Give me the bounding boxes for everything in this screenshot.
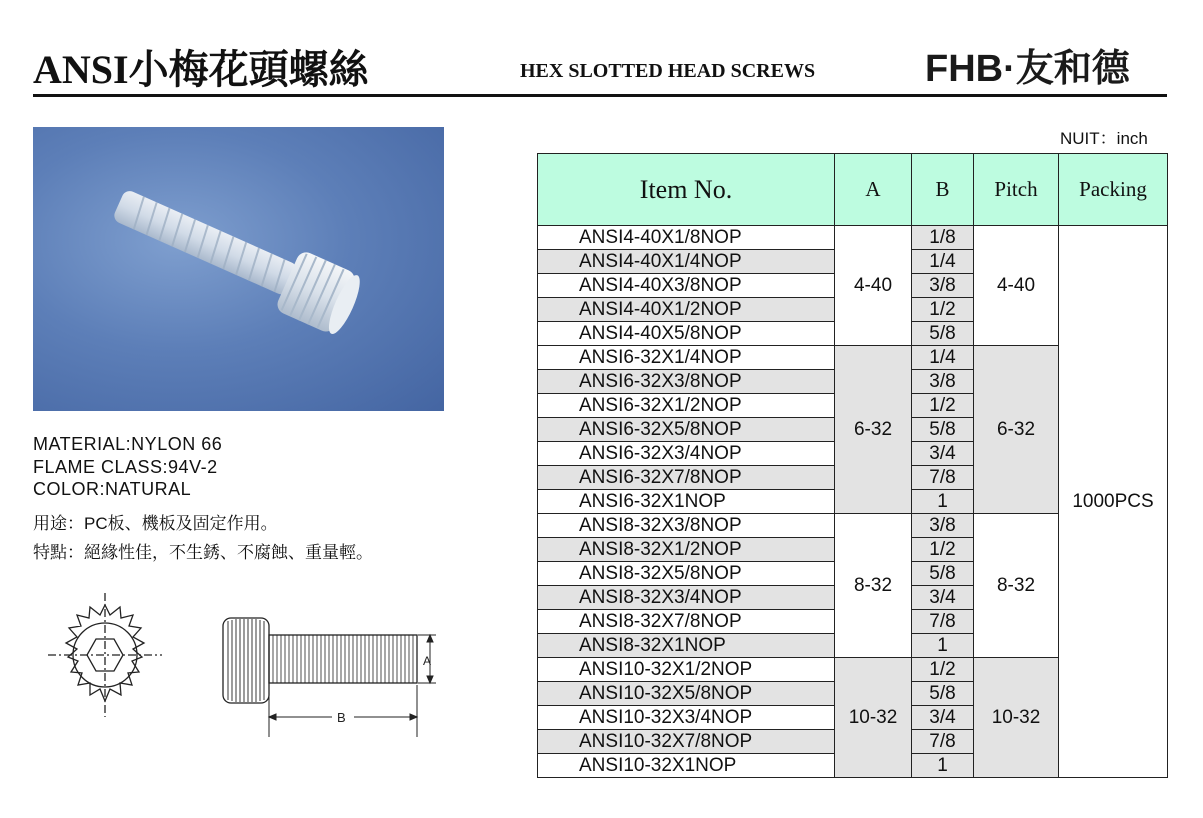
b-cell: 3/8	[912, 274, 974, 298]
pitch-cell: 4-40	[974, 226, 1059, 346]
item-number-cell: ANSI4-40X1/2NOP	[538, 298, 835, 322]
b-cell: 1/2	[912, 298, 974, 322]
dimension-a-label: A	[423, 654, 432, 668]
item-number-cell: ANSI8-32X1/2NOP	[538, 538, 835, 562]
item-number-cell: ANSI6-32X7/8NOP	[538, 466, 835, 490]
item-number-cell: ANSI6-32X1/2NOP	[538, 394, 835, 418]
col-packing: Packing	[1059, 154, 1168, 226]
head-top-view	[48, 593, 162, 717]
b-cell: 3/8	[912, 370, 974, 394]
b-cell: 1/2	[912, 538, 974, 562]
usage-notes	[33, 509, 373, 567]
pitch-cell: 8-32	[974, 514, 1059, 658]
item-number-cell: ANSI6-32X1/4NOP	[538, 346, 835, 370]
item-number-cell: ANSI6-32X1NOP	[538, 490, 835, 514]
item-number-cell: ANSI6-32X3/4NOP	[538, 442, 835, 466]
brand-logo: FHB·友和德	[925, 48, 1130, 90]
item-number-cell: ANSI10-32X1/2NOP	[538, 658, 835, 682]
col-pitch: Pitch	[974, 154, 1059, 226]
b-cell: 5/8	[912, 418, 974, 442]
item-number-cell: ANSI8-32X5/8NOP	[538, 562, 835, 586]
b-cell: 1/4	[912, 250, 974, 274]
table-row	[538, 226, 1168, 250]
b-cell: 5/8	[912, 322, 974, 346]
screw-technical-drawing	[40, 585, 440, 745]
b-cell: 3/8	[912, 514, 974, 538]
unit-label: NUIT：inch	[1060, 129, 1148, 148]
packing-cell: 1000PCS	[1059, 226, 1168, 778]
col-item: Item No.	[538, 154, 835, 226]
b-cell: 7/8	[912, 610, 974, 634]
b-cell: 3/4	[912, 442, 974, 466]
color-line: COLOR:NATURAL	[33, 479, 192, 499]
product-photo	[33, 127, 444, 411]
b-cell: 5/8	[912, 562, 974, 586]
b-cell: 3/4	[912, 586, 974, 610]
usage-line: 用途：PC板、機板及固定作用。	[33, 514, 278, 533]
b-cell: 1/2	[912, 394, 974, 418]
item-number-cell: ANSI8-32X7/8NOP	[538, 610, 835, 634]
b-cell: 1/2	[912, 658, 974, 682]
material-specs	[33, 433, 222, 501]
flame-class-line: FLAME CLASS:94V-2	[33, 456, 218, 477]
item-number-cell: ANSI6-32X5/8NOP	[538, 418, 835, 442]
table-header-row	[538, 154, 1168, 226]
item-number-cell: ANSI4-40X1/4NOP	[538, 250, 835, 274]
item-number-cell: ANSI6-32X3/8NOP	[538, 370, 835, 394]
item-number-cell: ANSI8-32X1NOP	[538, 634, 835, 658]
a-cell: 10-32	[835, 658, 912, 778]
b-cell: 1	[912, 490, 974, 514]
col-a: A	[835, 154, 912, 226]
a-cell: 8-32	[835, 514, 912, 658]
spec-table	[537, 153, 1168, 778]
item-number-cell: ANSI10-32X1NOP	[538, 754, 835, 778]
item-number-cell: ANSI10-32X7/8NOP	[538, 730, 835, 754]
page-subtitle: HEX SLOTTED HEAD SCREWS	[520, 60, 816, 82]
b-cell: 7/8	[912, 730, 974, 754]
header-divider	[33, 94, 1167, 97]
screw-photo-illustration	[33, 127, 444, 411]
item-number-cell: ANSI8-32X3/8NOP	[538, 514, 835, 538]
dimension-b-label: B	[337, 710, 346, 725]
b-cell: 7/8	[912, 466, 974, 490]
a-cell: 6-32	[835, 346, 912, 514]
b-cell: 1/4	[912, 346, 974, 370]
b-cell: 1/8	[912, 226, 974, 250]
item-number-cell: ANSI8-32X3/4NOP	[538, 586, 835, 610]
item-number-cell: ANSI10-32X3/4NOP	[538, 706, 835, 730]
a-cell: 4-40	[835, 226, 912, 346]
pitch-cell: 10-32	[974, 658, 1059, 778]
col-b: B	[912, 154, 974, 226]
b-cell: 1	[912, 634, 974, 658]
feature-line: 特點：絕緣性佳，不生銹、不腐蝕、重量輕。	[33, 543, 373, 562]
b-cell: 3/4	[912, 706, 974, 730]
item-number-cell: ANSI4-40X1/8NOP	[538, 226, 835, 250]
table-body	[538, 226, 1168, 778]
b-cell: 1	[912, 754, 974, 778]
item-number-cell: ANSI10-32X5/8NOP	[538, 682, 835, 706]
material-line: MATERIAL:NYLON 66	[33, 434, 223, 454]
item-number-cell: ANSI4-40X3/8NOP	[538, 274, 835, 298]
page-title: ANSI小梅花頭螺絲	[33, 47, 369, 92]
pitch-cell: 6-32	[974, 346, 1059, 514]
screw-side-view	[223, 618, 417, 703]
item-number-cell: ANSI4-40X5/8NOP	[538, 322, 835, 346]
b-cell: 5/8	[912, 682, 974, 706]
